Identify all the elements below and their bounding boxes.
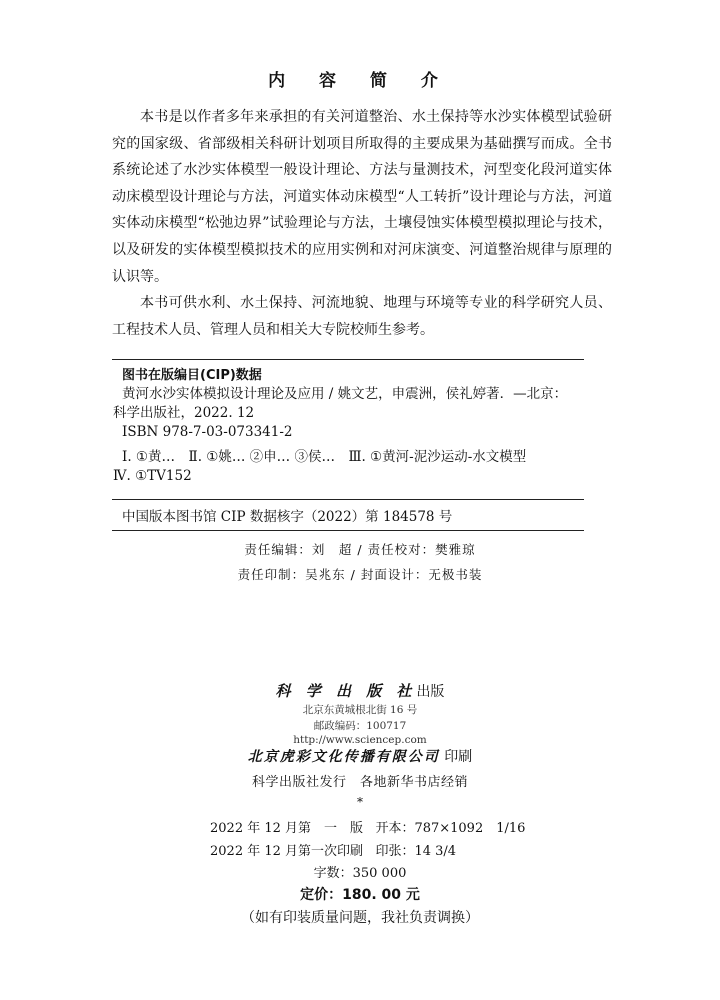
word-count: 字数：350 000	[313, 866, 407, 881]
printer-suffix: 印刷	[444, 749, 473, 765]
intro-paragraph: 本书是以作者多年来承担的有关河道整治、水土保持等水沙实体模型试验研究的国家级、省部级相关科研计划项目所取得的主要成果为基础撰写而成。全书系统论述了水沙实体模型一般设计理论、方法与量测技术，河型变化段河道实体动床模型设计理论与方法，河道实体动床模型“人工转折”设计理论与方法，河道实体动床模型“松弛边界”试验理论与方法，土壤侵蚀实体模型模拟理论与技术，以及研发的实体模型模拟技术的应用实例和对河床演变、河道整治规律与原理的认识等。	[112, 109, 612, 285]
publisher-postcode: 邮政编码：100717	[313, 720, 407, 732]
cip-entry-line: 黄河水沙实体模拟设计理论及应用 / 姚文艺，申震洲，侯礼婷著．—北京：	[122, 386, 568, 402]
publisher-address: 北京东黄城根北街 16 号	[302, 704, 418, 716]
price: 定价：180. 00 元	[300, 887, 420, 903]
cip-isbn: ISBN 978-7-03-073341-2	[122, 424, 293, 440]
printer-line	[0, 746, 720, 766]
cip-heading: 图书在版编目(CIP)数据	[122, 368, 262, 383]
cip-bottom-rule	[112, 530, 584, 531]
edition-line	[210, 817, 525, 836]
cip-block	[113, 366, 613, 486]
sheets-text: 印张：14 3/4	[375, 844, 457, 859]
printing-line	[210, 840, 456, 859]
cip-middle-rule	[112, 499, 584, 500]
distribution-line: 科学出版社发行 各地新华书店经销	[251, 775, 468, 790]
edition-text: 2022 年 12 月第 一 版	[210, 821, 364, 836]
editor-credit: 责任编辑：刘 超 / 责任校对：樊雅琼	[244, 542, 476, 557]
intro-text	[112, 104, 612, 343]
printer-logo: 北京虎彩文化传播有限公司	[247, 749, 440, 765]
publisher-website: http://www.sciencep.com	[293, 734, 427, 746]
cip-record-number: 中国版本图书馆 CIP 数据核字（2022）第 184578 号	[122, 509, 453, 525]
cip-classification: Ⅳ. ①TV152	[113, 468, 192, 484]
separator-star: *	[357, 795, 363, 809]
production-credit: 责任印制：吴兆东 / 封面设计：无极书装	[237, 567, 483, 582]
cip-top-rule	[112, 359, 584, 360]
publisher-line	[0, 680, 720, 701]
publisher-logo: 科 学 出 版 社	[275, 682, 417, 700]
intro-paragraph: 本书可供水利、水土保持、河流地貌、地理与环境等专业的科学研究人员、工程技术人员、管理人员和相关大专院校师生参考。	[112, 295, 612, 338]
printing-text: 2022 年 12 月第一次印刷	[210, 844, 364, 859]
format-text: 开本：787×1092 1/16	[375, 821, 526, 836]
intro-title: 内 容 简 介	[268, 71, 452, 91]
quality-notice: （如有印装质量问题，我社负责调换）	[241, 910, 479, 926]
publisher-suffix: 出版	[416, 684, 445, 700]
cip-classification: Ⅰ. ①黄… Ⅱ. ①姚… ②申… ③侯… Ⅲ. ①黄河-泥沙运动-水文模型	[122, 449, 527, 465]
cip-entry-line: 科学出版社，2022. 12	[113, 405, 255, 421]
